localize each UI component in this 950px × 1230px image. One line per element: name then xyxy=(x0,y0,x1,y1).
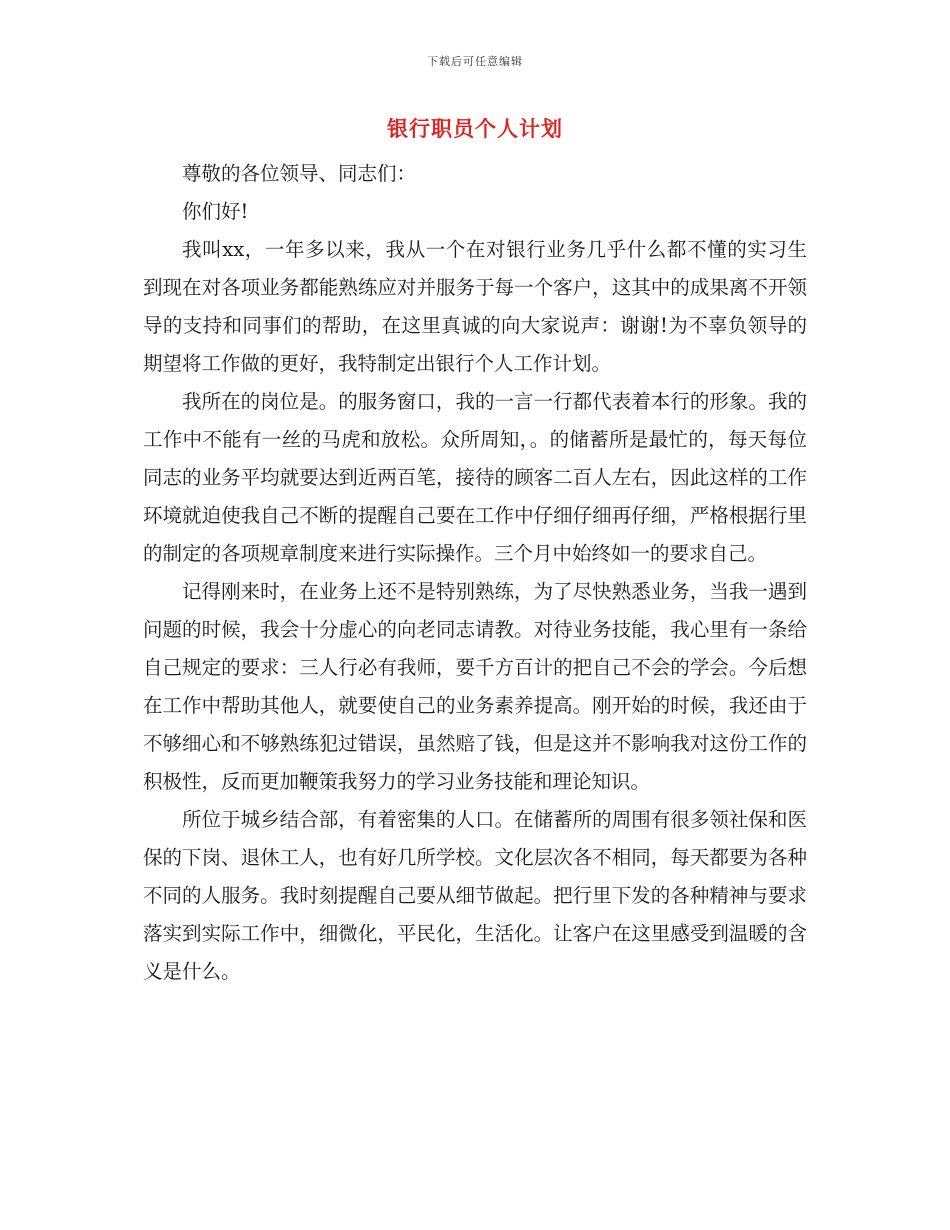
document-title: 银行职员个人计划 xyxy=(387,116,563,141)
greeting: 你们好! xyxy=(182,200,249,223)
paragraph-intro: 我叫xx，一年多以来，我从一个在对银行业务几乎什么都不懂的实习生到现在对各项业务都能熟练应对并服务于每一个客户，这其中的成果离不开领导的支持和同事们的帮助，在这里真诚的向大家说声：谢谢!为不辜负领导的期望将工作做的更好，我特制定出银行个人工作计划。 xyxy=(143,238,807,375)
paragraph-position: 我所在的岗位是。的服务窗口，我的一言一行都代表着本行的形象。我的工作中不能有一丝的马虎和放松。众所周知，。的储蓄所是最忙的，每天每位同志的业务平均就要达到近两百笔，接待的顾客二百人左右，因此这样的工作环境就迫使我自己不断的提醒自己要在工作中仔细仔细再仔细，严格根据行里的制定的各项规章制度来进行实际操作。三个月中始终如一的要求自己。 xyxy=(143,390,807,565)
paragraph-learning: 记得刚来时，在业务上还不是特别熟练，为了尽快熟悉业务，当我一遇到问题的时候，我会十分虚心的向老同志请教。对待业务技能，我心里有一条给自己规定的要求：三人行必有我师，要千方百计的把自己不会的学会。今后想在工作中帮助其他人，就要使自己的业务素养提高。刚开始的时候，我还由于不够细心和不够熟练犯过错误，虽然赔了钱，但是这并不影响我对这份工作的积极性，反而更加鞭策我努力的学习业务技能和理论知识。 xyxy=(143,580,807,793)
header-note: 下载后可任意编辑 xyxy=(427,55,523,68)
salutation: 尊敬的各位领导、同志们： xyxy=(182,162,417,185)
paragraph-location: 所位于城乡结合部，有着密集的人口。在储蓄所的周围有很多领社保和医保的下岗、退休工人，也有好几所学校。文化层次各不相同，每天都要为各种不同的人服务。我时刻提醒自己要从细节做起。把行里下发的各种精神与要求落实到实际工作中，细微化，平民化，生活化。让客户在这里感受到温暖的含义是什么。 xyxy=(143,808,807,983)
document-body xyxy=(143,155,807,991)
